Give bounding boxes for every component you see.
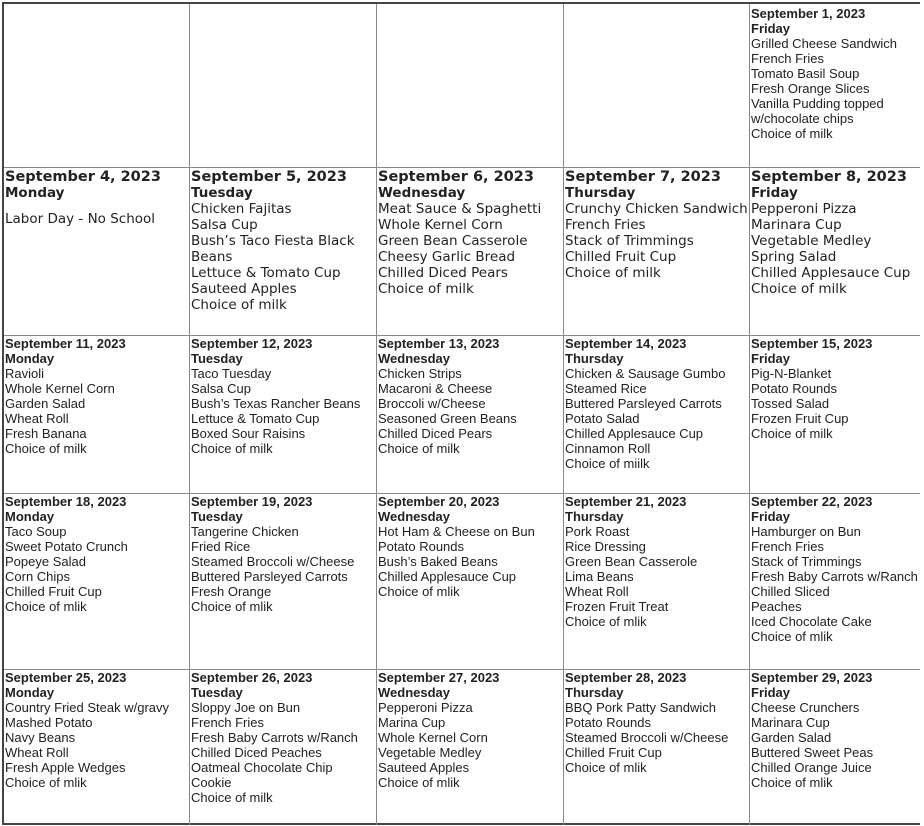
day-weekday: Monday bbox=[5, 185, 65, 201]
menu-item: Chilled Diced Pears bbox=[378, 265, 508, 281]
day-date: September 21, 2023 bbox=[565, 494, 687, 509]
menu-item: Tossed Salad bbox=[751, 396, 830, 411]
menu-item: Ravioli bbox=[5, 366, 45, 381]
menu-item: Choice of milk bbox=[565, 265, 661, 281]
day-date: September 14, 2023 bbox=[565, 336, 687, 351]
menu-item: Corn Chips bbox=[5, 569, 71, 584]
day-date: September 1, 2023 bbox=[751, 6, 866, 21]
day-weekday: Wednesday bbox=[378, 685, 451, 700]
menu-item: Chilled Diced Pears bbox=[378, 426, 493, 441]
menu-item: Crunchy Chicken Sandwich bbox=[565, 201, 748, 217]
menu-item: Iced Chocolate Cake bbox=[751, 614, 872, 629]
day-cell bbox=[4, 670, 190, 825]
empty-cell bbox=[4, 4, 190, 168]
day-weekday: Wednesday bbox=[378, 185, 466, 201]
menu-item: Marina Cup bbox=[378, 715, 446, 730]
day-weekday: Thursday bbox=[565, 185, 636, 201]
day-weekday: Tuesday bbox=[191, 185, 253, 201]
menu-item: Choice of milk bbox=[378, 441, 460, 456]
menu-item: Potato Rounds bbox=[751, 381, 838, 396]
menu-item: Wheat Roll bbox=[565, 584, 629, 599]
spacer bbox=[5, 201, 189, 211]
menu-item: Choice of mlik bbox=[565, 614, 647, 629]
day-cell bbox=[4, 494, 190, 670]
day-cell bbox=[564, 168, 750, 336]
menu-item: Buttered Parsleyed Carrots bbox=[565, 396, 722, 411]
day-weekday: Friday bbox=[751, 685, 791, 700]
menu-item: Lima Beans bbox=[565, 569, 634, 584]
menu-item: Sauteed Apples bbox=[378, 760, 470, 775]
day-cell bbox=[750, 336, 920, 494]
day-weekday: Friday bbox=[751, 21, 791, 36]
menu-item: Choice of mlik bbox=[565, 760, 647, 775]
menu-item: Green Bean Casserole bbox=[378, 233, 528, 249]
day-weekday: Monday bbox=[5, 685, 55, 700]
menu-item: Whole Kernel Corn bbox=[5, 381, 115, 396]
menu-item: Choice of mlik bbox=[378, 584, 460, 599]
day-weekday: Tuesday bbox=[191, 509, 243, 524]
day-cell bbox=[377, 336, 564, 494]
day-weekday: Friday bbox=[751, 185, 798, 201]
menu-item: Fresh Orange Slices bbox=[751, 81, 870, 96]
day-weekday: Monday bbox=[5, 351, 55, 366]
day-cell bbox=[564, 670, 750, 825]
day-date: September 25, 2023 bbox=[5, 670, 127, 685]
menu-item: Sloppy Joe on Bun bbox=[191, 700, 301, 715]
day-weekday: Thursday bbox=[565, 351, 624, 366]
menu-item: Steamed Rice bbox=[565, 381, 647, 396]
menu-item: Buttered Sweet Peas bbox=[751, 745, 874, 760]
menu-item: Vegetable Medley bbox=[378, 745, 482, 760]
day-weekday: Tuesday bbox=[191, 351, 243, 366]
menu-item: Lettuce & Tomato Cup bbox=[191, 265, 341, 281]
menu-item: Steamed Broccoli w/Cheese bbox=[565, 730, 729, 745]
menu-item: Green Bean Casserole bbox=[565, 554, 698, 569]
menu-item: Seasoned Green Beans bbox=[378, 411, 517, 426]
menu-item: Choice of milk bbox=[5, 441, 87, 456]
day-date: September 18, 2023 bbox=[5, 494, 127, 509]
menu-item: Vegetable Medley bbox=[751, 233, 872, 249]
day-cell bbox=[190, 168, 377, 336]
menu-item: Steamed Broccoli w/Cheese bbox=[191, 554, 355, 569]
menu-item: Mashed Potato bbox=[5, 715, 93, 730]
menu-item: Garden Salad bbox=[751, 730, 832, 745]
empty-cell bbox=[377, 4, 564, 168]
menu-item: Stack of Trimmings bbox=[565, 233, 694, 249]
day-weekday: Friday bbox=[751, 351, 791, 366]
menu-item: Bush’s Texas Rancher Beans bbox=[191, 396, 361, 411]
menu-item: Chilled Applesauce Cup bbox=[751, 265, 911, 281]
menu-item: French Fries bbox=[565, 217, 646, 233]
day-cell bbox=[377, 494, 564, 670]
day-date: September 19, 2023 bbox=[191, 494, 313, 509]
menu-item: Choice of milk bbox=[378, 281, 474, 297]
menu-item: Frozen Fruit Cup bbox=[751, 411, 849, 426]
menu-item: Chilled Applesauce Cup bbox=[565, 426, 704, 441]
menu-item: Choice of mlik bbox=[5, 775, 87, 790]
menu-item: Cheese Crunchers bbox=[751, 700, 860, 715]
day-cell bbox=[377, 670, 564, 825]
day-weekday: Wednesday bbox=[378, 509, 451, 524]
day-date: September 26, 2023 bbox=[191, 670, 313, 685]
day-cell bbox=[4, 168, 190, 336]
menu-item: Chilled Sliced bbox=[751, 584, 830, 599]
milk-choice: Choice of milk bbox=[751, 126, 833, 141]
menu-item: Choice of milk bbox=[191, 790, 273, 805]
menu-item: Chicken Fajitas bbox=[191, 201, 292, 217]
day-date: September 4, 2023 bbox=[5, 169, 161, 185]
day-date: September 5, 2023 bbox=[191, 169, 347, 185]
menu-item: Cinnamon Roll bbox=[565, 441, 651, 456]
day-weekday: Monday bbox=[5, 509, 55, 524]
menu-item: Potato Rounds bbox=[378, 539, 465, 554]
menu-item: Choice of milk bbox=[191, 297, 287, 313]
menu-item: Pepperoni Pizza bbox=[751, 201, 857, 217]
menu-item: Marinara Cup bbox=[751, 217, 842, 233]
menu-item: Peaches bbox=[751, 599, 802, 614]
day-date: September 29, 2023 bbox=[751, 670, 873, 685]
menu-item: Hamburger on Bun bbox=[751, 524, 861, 539]
menu-item: Pepperoni Pizza bbox=[378, 700, 473, 715]
menu-item: Chicken Strips bbox=[378, 366, 462, 381]
menu-item: French Fries bbox=[751, 51, 824, 66]
day-cell bbox=[750, 168, 920, 336]
day-cell bbox=[564, 494, 750, 670]
day-date: September 27, 2023 bbox=[378, 670, 500, 685]
lunch-menu-calendar bbox=[2, 2, 920, 825]
menu-item: Marinara Cup bbox=[751, 715, 830, 730]
day-weekday: Tuesday bbox=[191, 685, 243, 700]
day-date: September 20, 2023 bbox=[378, 494, 500, 509]
menu-item: Taco Tuesday bbox=[191, 366, 272, 381]
menu-item: Spring Salad bbox=[751, 249, 837, 265]
menu-item: Choice of milk bbox=[191, 441, 273, 456]
menu-item: Bush’s Taco Fiesta Black Beans bbox=[191, 233, 355, 265]
menu-item: Bush’s Baked Beans bbox=[378, 554, 498, 569]
day-cell bbox=[564, 336, 750, 494]
day-date: September 11, 2023 bbox=[5, 336, 126, 351]
menu-item: Fried Rice bbox=[191, 539, 251, 554]
menu-item: Fresh Baby Carrots w/Ranch bbox=[751, 569, 918, 584]
menu-item: Choice of mlik bbox=[378, 775, 460, 790]
menu-item: Sauteed Apples bbox=[191, 281, 297, 297]
menu-item: Cookie bbox=[191, 775, 232, 790]
menu-item: Hot Ham & Cheese on Bun bbox=[378, 524, 535, 539]
day-cell bbox=[750, 670, 920, 825]
menu-item: Vanilla Pudding topped w/chocolate chips bbox=[751, 96, 884, 126]
empty-cell bbox=[190, 4, 377, 168]
menu-item: Choice of mlik bbox=[751, 775, 833, 790]
menu-item: Boxed Sour Raisins bbox=[191, 426, 306, 441]
menu-item: Garden Salad bbox=[5, 396, 86, 411]
menu-item: Tangerine Chicken bbox=[191, 524, 299, 539]
menu-item: Taco Soup bbox=[5, 524, 67, 539]
menu-item: Tomato Basil Soup bbox=[751, 66, 860, 81]
menu-item: French Fries bbox=[191, 715, 264, 730]
menu-item: Lettuce & Tomato Cup bbox=[191, 411, 320, 426]
menu-item: Fresh Apple Wedges bbox=[5, 760, 126, 775]
day-cell bbox=[190, 670, 377, 825]
menu-item: Wheat Roll bbox=[5, 411, 69, 426]
day-date: September 28, 2023 bbox=[565, 670, 687, 685]
menu-item: Chilled Applesauce Cup bbox=[378, 569, 517, 584]
menu-item: Salsa Cup bbox=[191, 217, 258, 233]
day-cell bbox=[4, 336, 190, 494]
empty-cell bbox=[564, 4, 750, 168]
day-date: September 12, 2023 bbox=[191, 336, 313, 351]
menu-item: Salsa Cup bbox=[191, 381, 251, 396]
menu-item: Macaroni & Cheese bbox=[378, 381, 493, 396]
day-date: September 15, 2023 bbox=[751, 336, 873, 351]
menu-item: Choice of mlik bbox=[5, 599, 87, 614]
day-date: September 22, 2023 bbox=[751, 494, 873, 509]
menu-item: Potato Rounds bbox=[565, 715, 652, 730]
menu-item: Chilled Diced Peaches bbox=[191, 745, 322, 760]
menu-item: Chilled Fruit Cup bbox=[565, 249, 677, 265]
menu-item: Potato Salad bbox=[565, 411, 640, 426]
menu-item: Country Fried Steak w/gravy bbox=[5, 700, 170, 715]
day-cell bbox=[377, 168, 564, 336]
day-weekday: Thursday bbox=[565, 509, 624, 524]
day-cell bbox=[750, 4, 920, 168]
menu-item: Popeye Salad bbox=[5, 554, 86, 569]
menu-item: Chicken & Sausage Gumbo bbox=[565, 366, 726, 381]
day-cell bbox=[190, 494, 377, 670]
menu-item: Wheat Roll bbox=[5, 745, 69, 760]
menu-item: Chilled Fruit Cup bbox=[565, 745, 662, 760]
menu-item: Choice of milk bbox=[751, 426, 833, 441]
menu-item: Labor Day - No School bbox=[5, 211, 156, 227]
menu-item: Stack of Trimmings bbox=[751, 554, 862, 569]
day-date: September 8, 2023 bbox=[751, 169, 907, 185]
menu-item: Chilled Orange Juice bbox=[751, 760, 872, 775]
menu-item: Oatmeal Chocolate Chip bbox=[191, 760, 333, 775]
menu-item: Frozen Fruit Treat bbox=[565, 599, 669, 614]
menu-item: Pig-N-Blanket bbox=[751, 366, 832, 381]
day-weekday: Wednesday bbox=[378, 351, 451, 366]
menu-item: Navy Beans bbox=[5, 730, 76, 745]
menu-item: Choice of mlik bbox=[191, 599, 273, 614]
day-weekday: Friday bbox=[751, 509, 791, 524]
day-date: September 7, 2023 bbox=[565, 169, 721, 185]
menu-item: Fresh Banana bbox=[5, 426, 87, 441]
menu-item: Whole Kernel Corn bbox=[378, 217, 503, 233]
menu-item: Fresh Orange bbox=[191, 584, 272, 599]
menu-item: Buttered Parsleyed Carrots bbox=[191, 569, 348, 584]
menu-item: Whole Kernel Corn bbox=[378, 730, 488, 745]
menu-item: Pork Roast bbox=[565, 524, 630, 539]
day-cell bbox=[750, 494, 920, 670]
menu-item: Grilled Cheese Sandwich bbox=[751, 36, 897, 51]
menu-item: Rice Dressing bbox=[565, 539, 646, 554]
menu-item: Broccoli w/Cheese bbox=[378, 396, 486, 411]
day-date: September 6, 2023 bbox=[378, 169, 534, 185]
menu-item: Choice of milk bbox=[751, 281, 847, 297]
menu-item: Cheesy Garlic Bread bbox=[378, 249, 516, 265]
menu-item: Choice of mlik bbox=[751, 629, 833, 644]
day-weekday: Thursday bbox=[565, 685, 624, 700]
menu-item: BBQ Pork Patty Sandwich bbox=[565, 700, 717, 715]
menu-item: Meat Sauce & Spaghetti bbox=[378, 201, 542, 217]
menu-item: Fresh Baby Carrots w/Ranch bbox=[191, 730, 358, 745]
menu-item: Chilled Fruit Cup bbox=[5, 584, 102, 599]
menu-item: Sweet Potato Crunch bbox=[5, 539, 128, 554]
menu-item: French Fries bbox=[751, 539, 824, 554]
day-date: September 13, 2023 bbox=[378, 336, 500, 351]
day-cell bbox=[190, 336, 377, 494]
menu-item: Choice of miilk bbox=[565, 456, 650, 471]
